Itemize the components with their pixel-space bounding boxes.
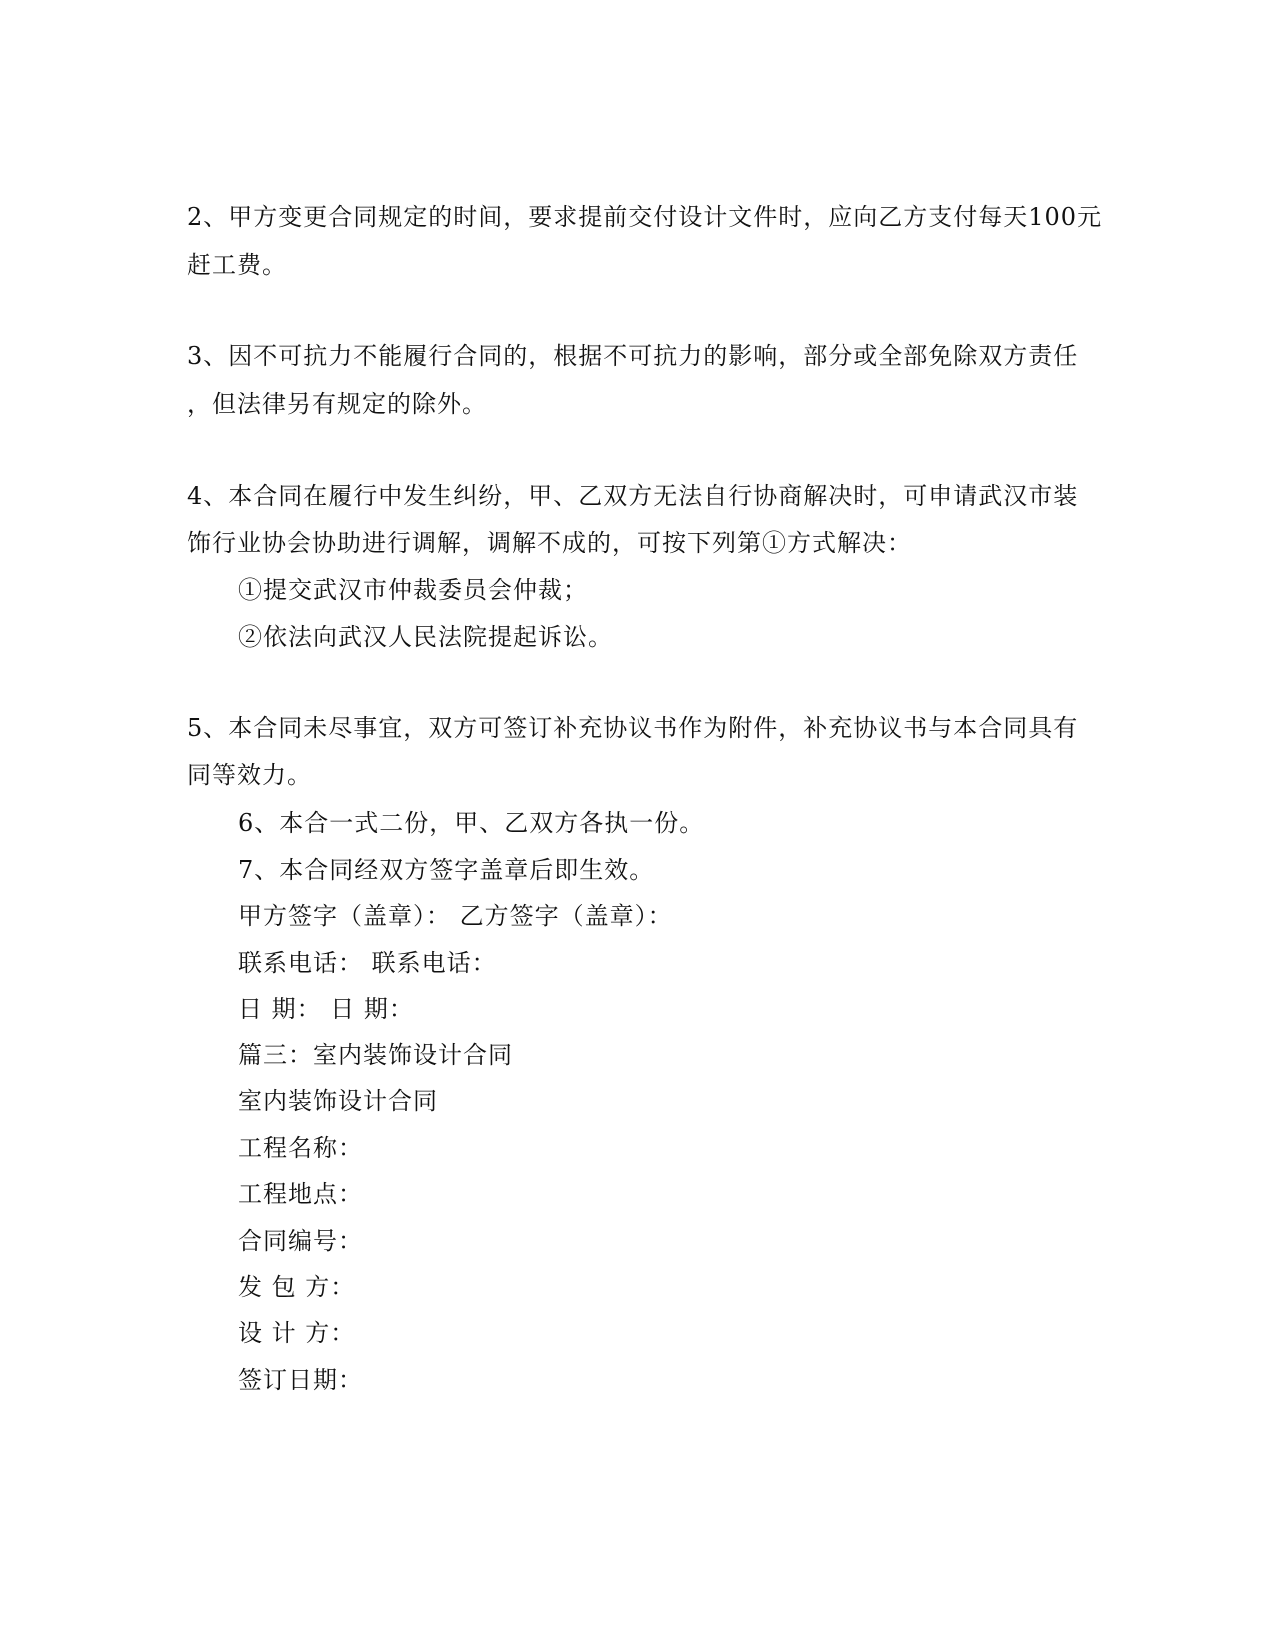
date-line: 日 期： 日 期： (238, 995, 414, 1023)
clause-2-line-1: 2、甲方变更合同规定的时间，要求提前交付设计文件时，应向乙方支付每天100元 (187, 203, 1103, 231)
clause-5-line-1: 5、本合同未尽事宜，双方可签订补充协议书作为附件，补充协议书与本合同具有 (187, 714, 1079, 742)
clause-7: 7、本合同经双方签字盖章后即生效。 (238, 856, 655, 884)
clause-5-line-2: 同等效力。 (187, 761, 312, 789)
clause-3-line-1: 3、因不可抗力不能履行合同的，根据不可抗力的影响，部分或全部免除双方责任 (187, 342, 1079, 370)
clause-6: 6、本合一式二份，甲、乙双方各执一份。 (238, 809, 705, 837)
clause-4-option-2: ②依法向武汉人民法院提起诉讼。 (238, 623, 613, 651)
clause-4-option-1: ①提交武汉市仲裁委员会仲裁； (238, 576, 588, 604)
clause-3-line-2: ，但法律另有规定的除外。 (187, 390, 487, 418)
signature-line: 甲方签字（盖章）： 乙方签字（盖章）： (238, 902, 673, 930)
field-project-location: 工程地点： (238, 1180, 363, 1208)
clause-2-line-2: 赶工费。 (187, 251, 287, 279)
clause-4-line-2: 饰行业协会协助进行调解，调解不成的，可按下列第①方式解决： (187, 529, 912, 557)
section-heading: 篇三：室内装饰设计合同 (238, 1041, 513, 1069)
field-project-name: 工程名称： (238, 1134, 363, 1162)
field-designer: 设 计 方： (238, 1319, 356, 1347)
field-sign-date: 签订日期： (238, 1366, 363, 1394)
field-client: 发 包 方： (238, 1273, 356, 1301)
field-contract-number: 合同编号： (238, 1227, 363, 1255)
clause-4-line-1: 4、本合同在履行中发生纠纷，甲、乙双方无法自行协商解决时，可申请武汉市装 (187, 482, 1079, 510)
contract-title: 室内装饰设计合同 (238, 1087, 438, 1115)
phone-line: 联系电话： 联系电话： (238, 949, 497, 977)
